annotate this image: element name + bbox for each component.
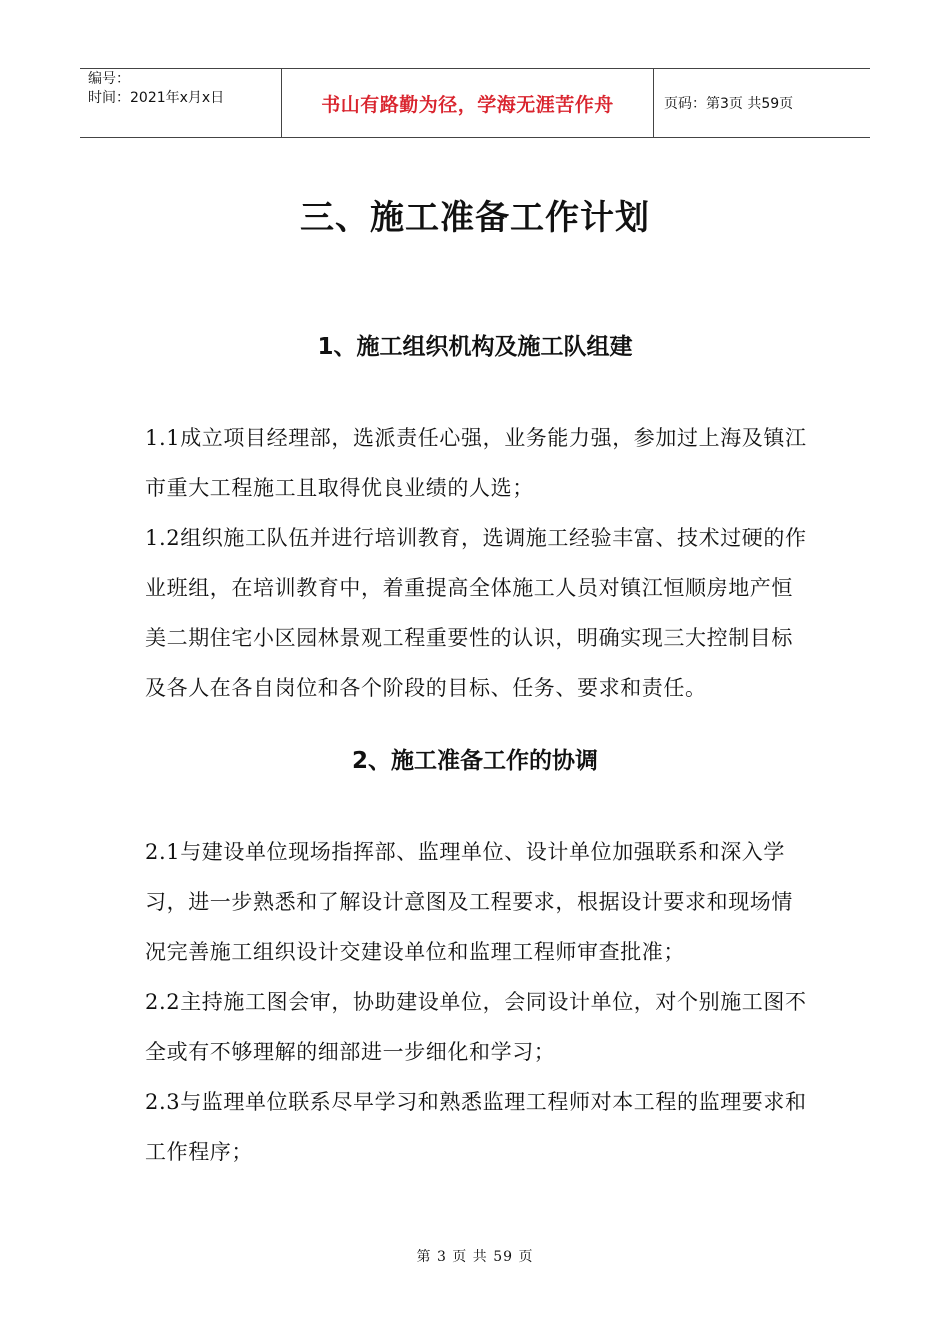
section-heading-1: 1、施工组织机构及施工队组建 bbox=[317, 334, 633, 360]
page-header bbox=[80, 68, 870, 138]
section-heading-2: 2、施工准备工作的协调 bbox=[351, 748, 598, 774]
paragraph-2-3: 2.3与监理单位联系尽早学习和熟悉监理工程师对本工程的监理要求和工作程序； bbox=[145, 1090, 807, 1164]
section-1-body bbox=[145, 413, 809, 713]
number-label: 编号： bbox=[88, 71, 130, 87]
page-footer: 第 3 页 共 59 页 bbox=[416, 1249, 534, 1265]
header-motto: 书山有路勤为径，学海无涯苦作舟 bbox=[282, 69, 654, 137]
paragraph-1-2: 1.2组织施工队伍并进行培训教育，选调施工经验丰富、技术过硬的作业班组，在培训教育中，着重提高全体施工人员对镇江恒顺房地产恒美二期住宅小区园林景观工程重要性的认识，明确实现三大控制目标及各人在各自岗位和各个阶段的目标、任务、要求和责任。 bbox=[145, 526, 807, 700]
time-label: 时间：2021年x月x日 bbox=[88, 90, 225, 106]
header-meta bbox=[80, 69, 282, 137]
document-title: 三、施工准备工作计划 bbox=[300, 198, 650, 238]
paragraph-1-1: 1.1成立项目经理部，选派责任心强，业务能力强，参加过上海及镇江市重大工程施工且取得优良业绩的人选； bbox=[145, 426, 807, 500]
paragraph-2-2: 2.2主持施工图会审，协助建设单位，会同设计单位，对个别施工图不全或有不够理解的细部进一步细化和学习； bbox=[145, 990, 807, 1064]
header-page-info: 页码：第3页 共59页 bbox=[664, 96, 794, 112]
section-2-body bbox=[145, 827, 809, 1177]
paragraph-2-1: 2.1与建设单位现场指挥部、监理单位、设计单位加强联系和深入学习，进一步熟悉和了解设计意图及工程要求，根据设计要求和现场情况完善施工组织设计交建设单位和监理工程师审查批准； bbox=[145, 840, 793, 964]
